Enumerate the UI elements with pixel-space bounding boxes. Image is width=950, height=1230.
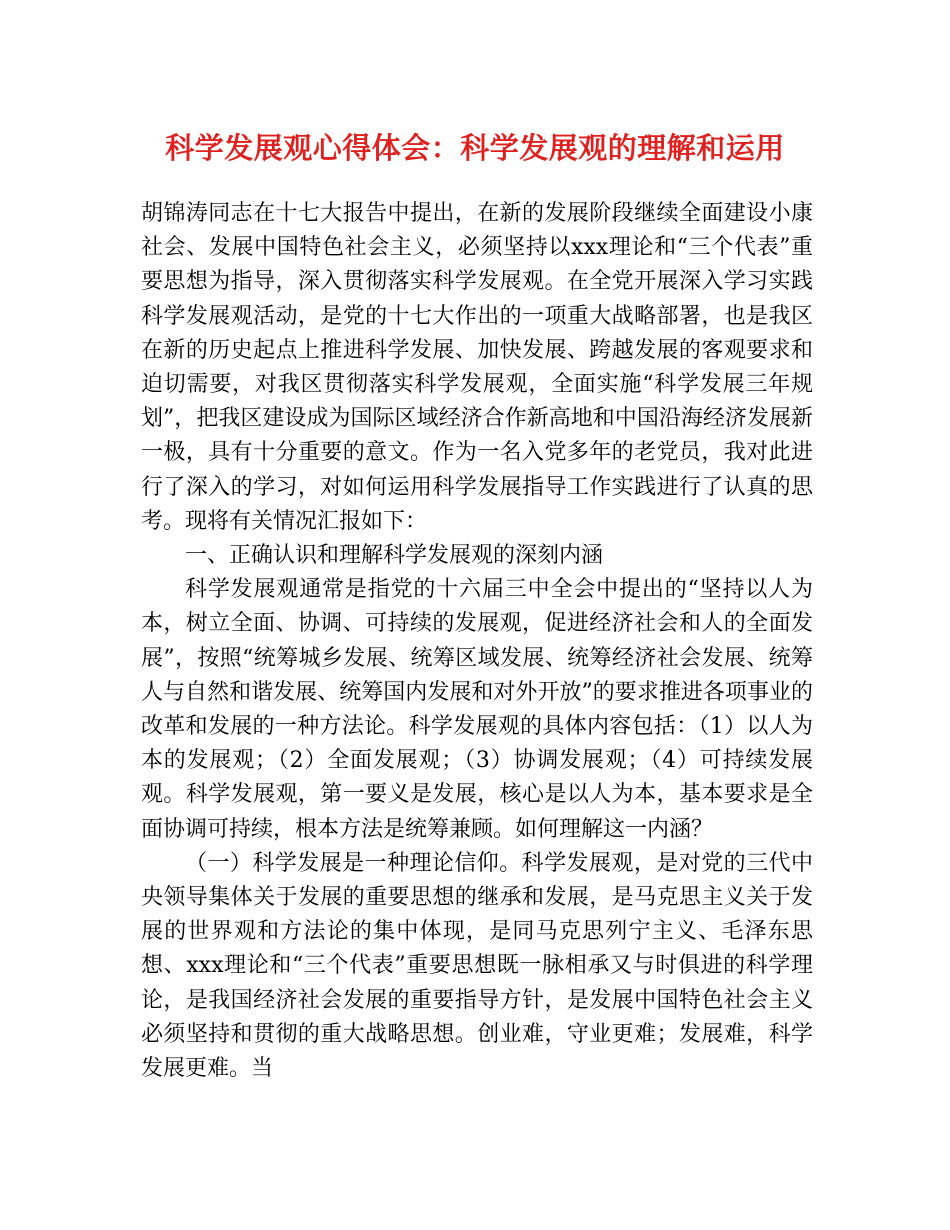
section-heading: 一、正确认识和理解科学发展观的深刻内涵 bbox=[185, 543, 604, 569]
paragraph-definition: 科学发展观通常是指党的十六届三中全会中提出的“坚持以人为本，树立全面、协调、可持续的发展观，促进经济社会和人的全面发展”，按照“统筹城乡发展、统筹区域发展、统筹经济社会发展、统筹人与自然和谐发展、统筹国内发展和对外开放”的要求推进各项事业的改革和发展的一种方法论。科学发展观的具体内容包括：（1）以人为本的发展观；（2）全面发展观；（3）协调发展观；（4）可持续发展观。科学发展观，第一要义是发展，核心是以人为本，基本要求是全面协调可持续，根本方法是统筹兼顾。如何理解这一内涵？ bbox=[141, 577, 813, 842]
paragraph-intro: 胡锦涛同志在十七大报告中提出，在新的发展阶段继续全面建设小康社会、发展中国特色社会主义，必须坚持以xxx理论和“三个代表”重要思想为指导，深入贯彻落实科学发展观。在全党开展深入学习实践科学发展观活动，是党的十七大作出的一项重大战略部署，也是我区在新的历史起点上推进科学发展、加快发展、跨越发展的客观要求和迫切需要，对我区贯彻落实科学发展观，全面实施“科学发展三年规划”，把我区建设成为国际区域经济合作新高地和中国沿海经济发展新一极，具有十分重要的意文。作为一名入党多年的老党员，我对此进行了深入的学习，对如何运用科学发展指导工作实践进行了认真的思考。现将有关情况汇报如下： bbox=[141, 201, 813, 534]
paragraph-theory: （一）科学发展是一种理论信仰。科学发展观，是对党的三代中央领导集体关于发展的重要思想的继承和发展，是马克思主义关于发展的世界观和方法论的集中体现，是同马克思列宁主义、毛泽东思想、xxx理论和“三个代表”重要思想既一脉相承又与时俱进的科学理论，是我国经济社会发展的重要指导方针，是发展中国特色社会主义必须坚持和贯彻的重大战略思想。创业难，守业更难；发展难，科学发展更难。当 bbox=[141, 850, 813, 1082]
document-body bbox=[141, 197, 813, 1086]
document-title: 科学发展观心得体会：科学发展观的理解和运用 bbox=[165, 131, 785, 165]
